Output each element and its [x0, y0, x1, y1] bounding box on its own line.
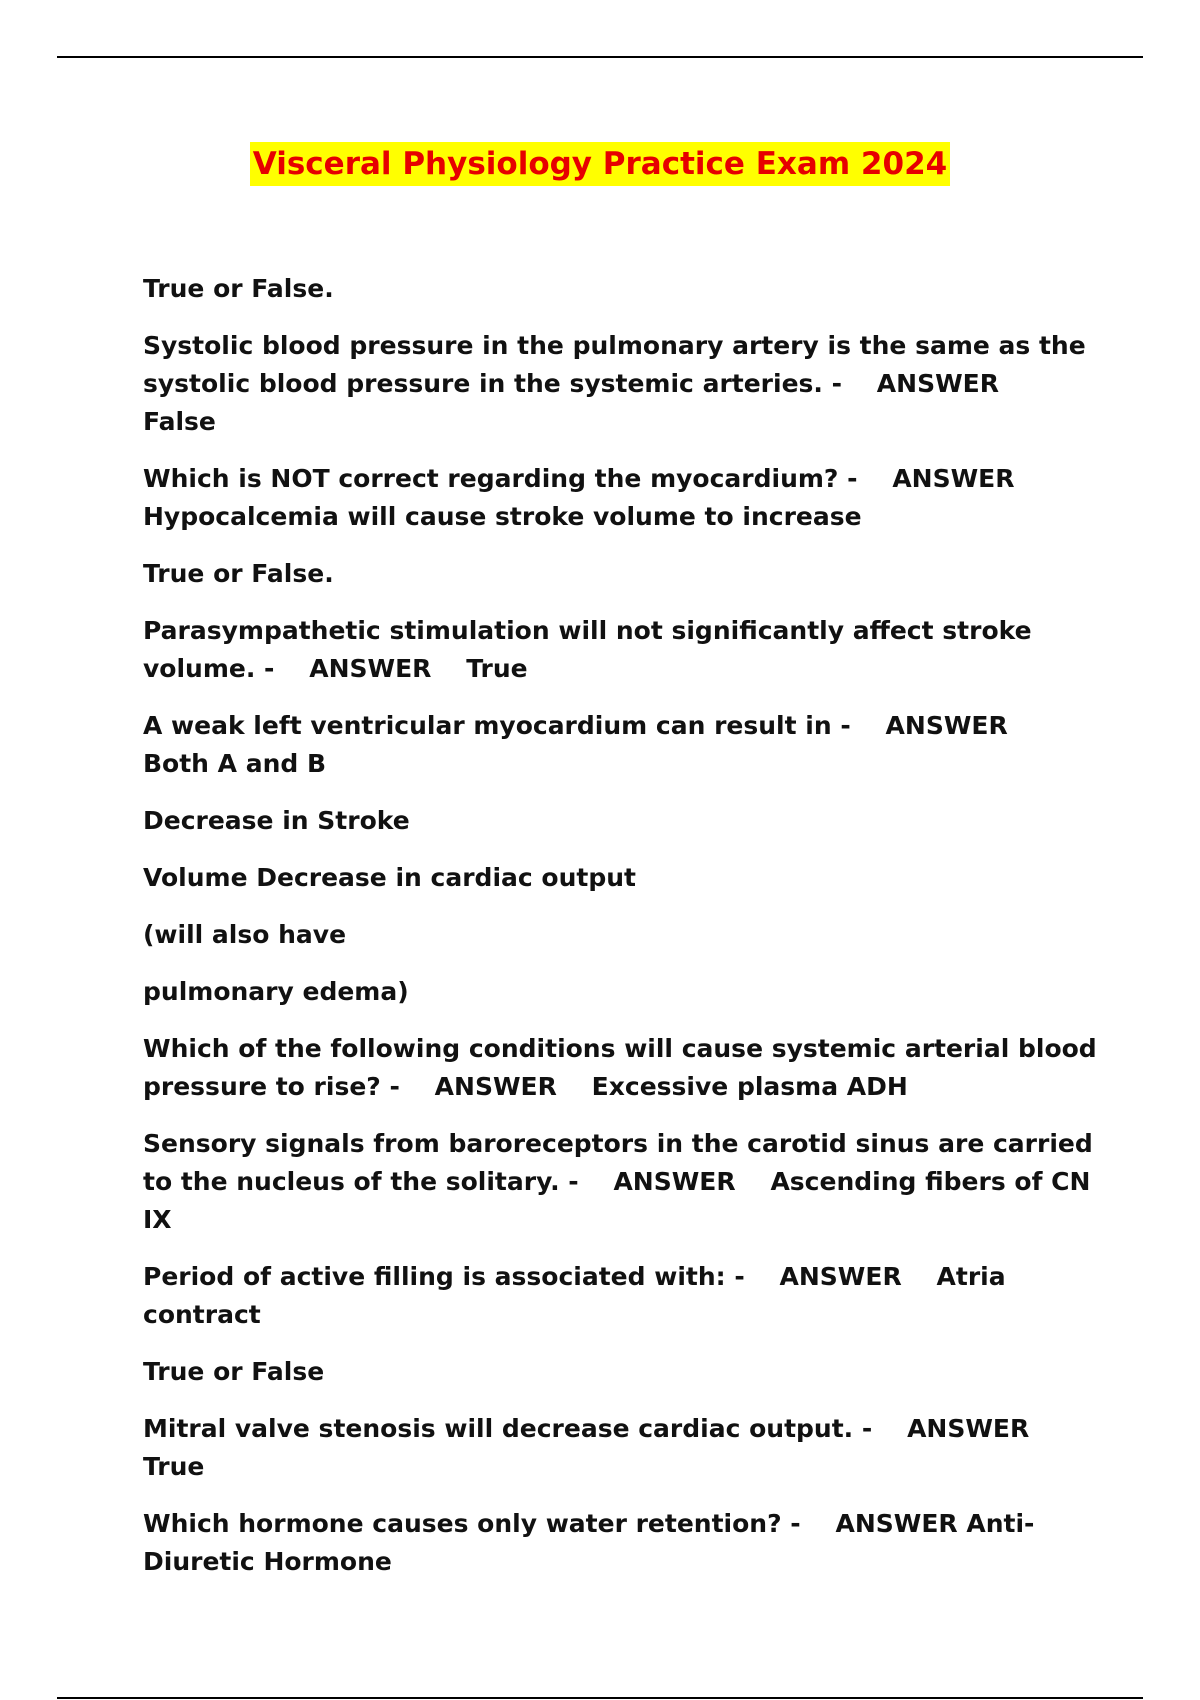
document-body [143, 270, 1106, 1600]
paragraph: Which of the following conditions will cause systemic arterial blood pressure to rise? - ANSWER Excessive plasma ADH [143, 1034, 1106, 1101]
paragraph: Sensory signals from baroreceptors in the carotid sinus are carried to the nucleus of the solitary. - ANSWER Ascending fibers of CN IX [143, 1129, 1102, 1234]
paragraph: True or False. [143, 274, 334, 303]
title-container [0, 142, 1200, 186]
paragraph: pulmonary edema) [143, 977, 409, 1006]
paragraph: Which hormone causes only water retention? - ANSWER Anti-Diuretic Hormone [143, 1509, 1035, 1576]
paragraph: Systolic blood pressure in the pulmonary artery is the same as the systolic blood pressure in the systemic arteries. - ANSWER False [143, 331, 1095, 436]
paragraph: (will also have [143, 920, 347, 949]
bottom-rule [57, 1697, 1143, 1699]
paragraph: Decrease in Stroke [143, 806, 410, 835]
paragraph: True or False. [143, 559, 334, 588]
paragraph: Mitral valve stenosis will decrease cardiac output. - ANSWER True [143, 1414, 1065, 1481]
paragraph: Parasympathetic stimulation will not significantly affect stroke volume. - ANSWER True [143, 616, 1041, 683]
paragraph: Period of active filling is associated with: - ANSWER Atria contract [143, 1262, 1015, 1329]
paragraph: A weak left ventricular myocardium can result in - ANSWER Both A and B [143, 711, 1043, 778]
top-rule [57, 56, 1143, 58]
document-title: Visceral Physiology Practice Exam 2024 [250, 142, 950, 186]
paragraph: Volume Decrease in cardiac output [143, 863, 636, 892]
paragraph: True or False [143, 1357, 325, 1386]
paragraph: Which is NOT correct regarding the myocardium? - ANSWER Hypocalcemia will cause stroke volume to increase [143, 464, 1024, 531]
